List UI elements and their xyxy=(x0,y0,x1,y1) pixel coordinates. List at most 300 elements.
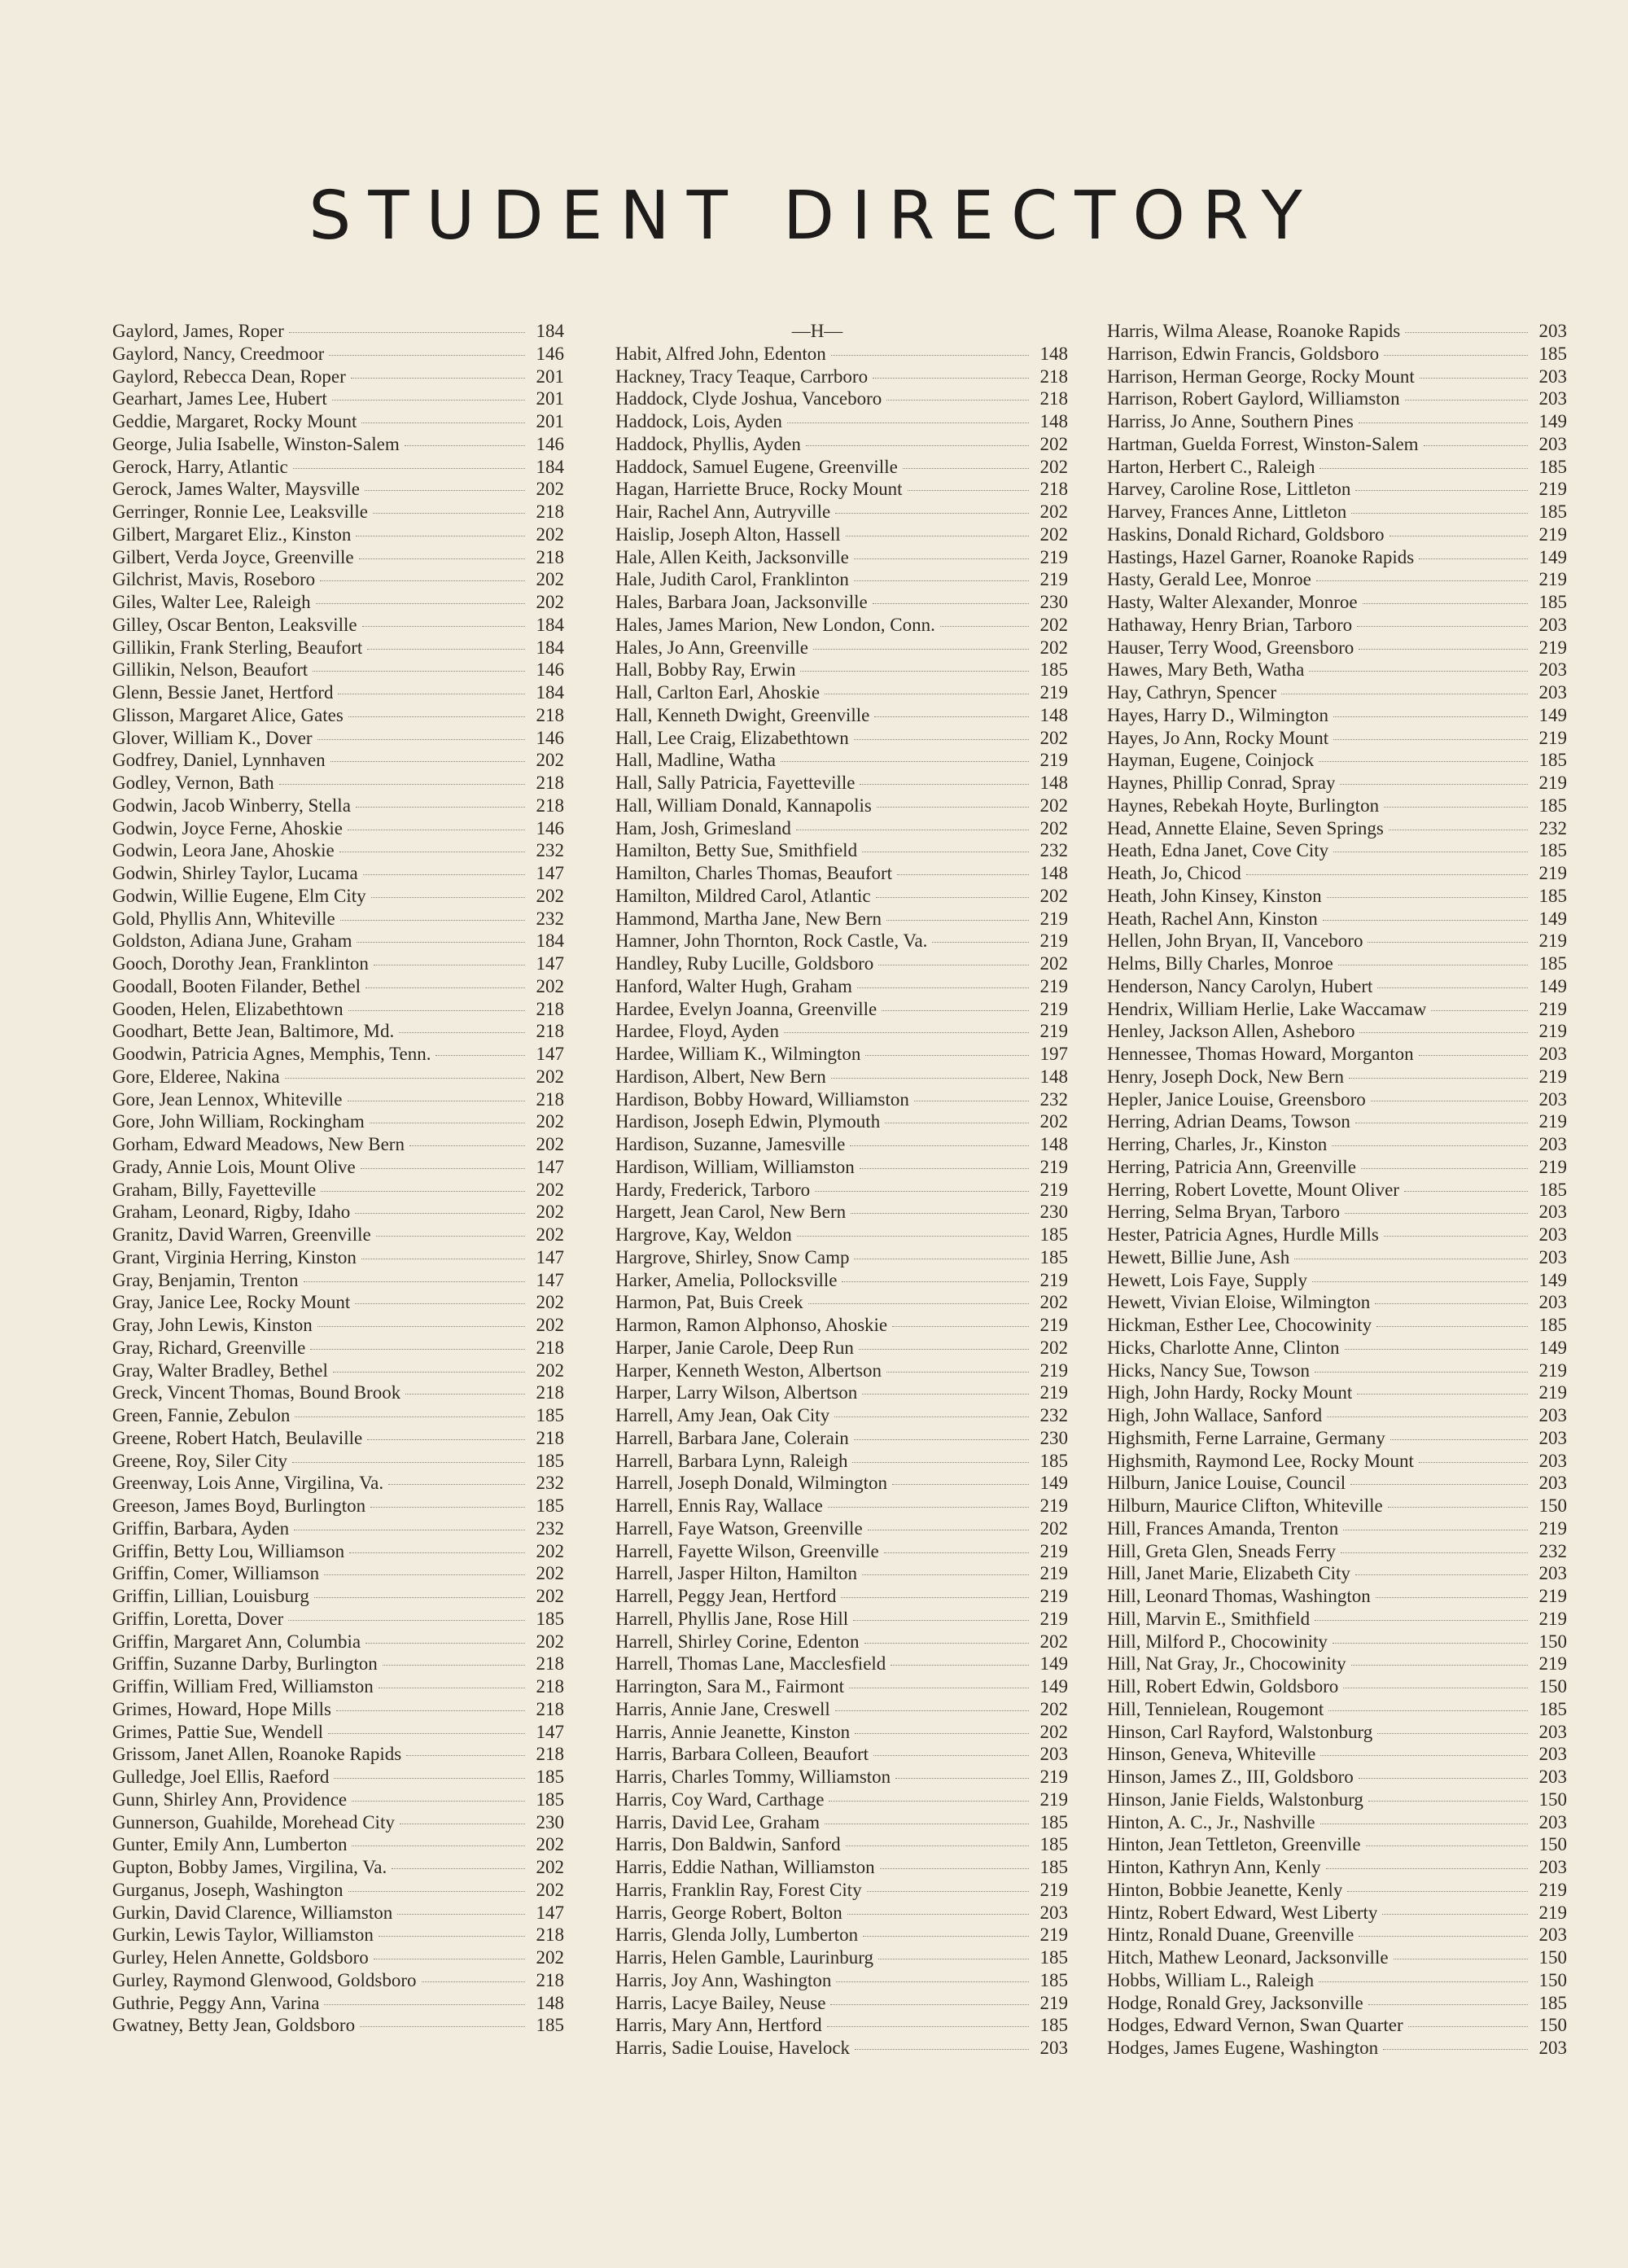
entry-page-number: 203 xyxy=(1538,433,1567,454)
directory-entry xyxy=(615,1246,1068,1269)
directory-entry xyxy=(615,1698,1068,1721)
entry-name: Harrell, Peggy Jean, Hertford xyxy=(615,1586,837,1606)
dot-leader xyxy=(348,1010,525,1011)
directory-entry xyxy=(615,908,1068,930)
directory-entry xyxy=(615,704,1068,727)
entry-name: Hinson, James Z., III, Goldsboro xyxy=(1107,1767,1354,1787)
dot-leader xyxy=(850,1145,1029,1146)
entry-name: Heath, Jo, Chicod xyxy=(1107,863,1241,883)
dot-leader xyxy=(292,1462,525,1463)
directory-entry xyxy=(1107,1969,1567,1992)
dot-leader xyxy=(1326,1868,1528,1869)
directory-entry xyxy=(112,1856,564,1879)
entry-name: Gilbert, Margaret Eliz., Kinston xyxy=(112,523,352,545)
directory-entry xyxy=(112,1314,564,1337)
directory-entry xyxy=(1107,704,1567,727)
entry-name: Gerringer, Ronnie Lee, Leaksville xyxy=(112,501,368,522)
entry-name: Hill, Milford P., Chocowinity xyxy=(1107,1631,1328,1652)
dot-leader xyxy=(860,1168,1029,1169)
entry-page-number: 202 xyxy=(1039,817,1068,838)
entry-name: Hastings, Hazel Garner, Roanoke Rapids xyxy=(1107,546,1415,567)
entry-page-number: 219 xyxy=(1039,682,1068,703)
entry-name: Glenn, Bessie Janet, Hertford xyxy=(112,682,334,703)
entry-name: Harris, George Robert, Bolton xyxy=(615,1902,842,1923)
directory-entry xyxy=(112,1743,564,1766)
entry-page-number: 149 xyxy=(1039,1676,1068,1697)
entry-page-number: 202 xyxy=(536,1947,564,1968)
directory-entry xyxy=(112,523,564,546)
entry-page-number: 185 xyxy=(536,1405,564,1425)
entry-name: Grimes, Pattie Sue, Wendell xyxy=(112,1721,323,1742)
entry-name: Harrison, Edwin Francis, Goldsboro xyxy=(1107,343,1380,364)
entry-page-number: 202 xyxy=(536,1134,564,1154)
entry-name: Griffin, Barbara, Ayden xyxy=(112,1517,290,1539)
dot-leader xyxy=(828,1507,1029,1508)
entry-page-number: 149 xyxy=(1538,546,1567,567)
entry-name: Griffin, Lillian, Louisburg xyxy=(112,1586,309,1606)
entry-name: Herring, Robert Lovette, Mount Oliver xyxy=(1107,1179,1399,1200)
entry-page-number: 219 xyxy=(1039,750,1068,771)
entry-name: Hammond, Martha Jane, New Bern xyxy=(615,908,882,929)
entry-page-number: 202 xyxy=(1039,953,1068,974)
entry-page-number: 185 xyxy=(536,1608,564,1629)
entry-page-number: 202 xyxy=(536,1834,564,1855)
dot-leader xyxy=(1319,1981,1528,1982)
directory-entry xyxy=(1107,839,1567,862)
directory-entry xyxy=(1107,1246,1567,1269)
directory-entry xyxy=(112,930,564,952)
entry-name: Gaylord, Nancy, Creedmoor xyxy=(112,343,325,364)
entry-page-number: 148 xyxy=(1039,1066,1068,1087)
entry-page-number: 146 xyxy=(536,343,564,364)
directory-entry xyxy=(1107,568,1567,591)
entry-name: Herring, Patricia Ann, Greenville xyxy=(1107,1156,1356,1177)
entry-page-number: 185 xyxy=(536,1450,564,1471)
entry-page-number: 218 xyxy=(536,795,564,816)
entry-page-number: 219 xyxy=(1039,1789,1068,1810)
dot-leader xyxy=(1384,807,1528,808)
directory-entry xyxy=(1107,1743,1567,1766)
directory-entry xyxy=(615,817,1068,840)
dot-leader xyxy=(1351,513,1528,514)
entry-page-number: 202 xyxy=(1039,433,1068,454)
entry-page-number: 219 xyxy=(1039,1608,1068,1629)
entry-name: Grissom, Janet Allen, Roanoke Rapids xyxy=(112,1744,402,1765)
entry-page-number: 203 xyxy=(1538,1292,1567,1313)
directory-entry xyxy=(615,366,1068,388)
entry-page-number: 232 xyxy=(1039,1405,1068,1425)
entry-name: Hardison, Albert, New Bern xyxy=(615,1066,826,1087)
dot-leader xyxy=(835,513,1029,514)
directory-entry xyxy=(112,1517,564,1540)
dot-leader xyxy=(829,1801,1029,1802)
dot-leader xyxy=(334,1778,525,1779)
directory-entry xyxy=(615,1314,1068,1337)
entry-page-number: 150 xyxy=(1538,2015,1567,2036)
dot-leader xyxy=(874,716,1029,717)
entry-page-number: 202 xyxy=(1039,1292,1068,1313)
entry-page-number: 218 xyxy=(536,1744,564,1765)
entry-page-number: 219 xyxy=(1039,998,1068,1019)
directory-entry xyxy=(112,1179,564,1202)
entry-name: Hale, Judith Carol, Franklinton xyxy=(615,569,849,590)
entry-name: Hester, Patricia Agnes, Hurdle Mills xyxy=(1107,1224,1379,1245)
directory-entry xyxy=(615,1969,1068,1992)
entry-page-number: 203 xyxy=(1538,388,1567,409)
entry-name: Hardee, William K., Wilmington xyxy=(615,1044,861,1064)
directory-column-1 xyxy=(112,320,564,2037)
dot-leader xyxy=(317,1326,525,1327)
entry-name: Heath, Edna Janet, Cove City xyxy=(1107,840,1329,861)
dot-leader xyxy=(1419,558,1528,559)
entry-page-number: 185 xyxy=(1538,1179,1567,1200)
directory-entry xyxy=(1107,1404,1567,1427)
dot-leader xyxy=(862,1394,1029,1395)
entry-page-number: 185 xyxy=(1538,501,1567,522)
entry-name: Haislip, Joseph Alton, Hassell xyxy=(615,523,841,545)
entry-name: Greenway, Lois Anne, Virgilina, Va. xyxy=(112,1473,384,1494)
directory-entry xyxy=(112,1495,564,1517)
directory-entry xyxy=(112,681,564,704)
entry-page-number: 150 xyxy=(1538,1947,1567,1968)
entry-page-number: 185 xyxy=(1039,1947,1068,1968)
dot-leader xyxy=(1390,1439,1528,1440)
entry-name: Griffin, William Fred, Williamston xyxy=(112,1676,374,1697)
dot-leader xyxy=(357,942,525,943)
dot-leader xyxy=(1420,378,1528,379)
directory-entry xyxy=(1107,1269,1567,1292)
dot-leader xyxy=(329,355,525,356)
dot-leader xyxy=(830,2004,1029,2005)
dot-leader xyxy=(1375,1303,1528,1304)
entry-page-number: 219 xyxy=(1538,1066,1567,1087)
entry-name: Hicks, Charlotte Anne, Clinton xyxy=(1107,1337,1340,1358)
entry-page-number: 202 xyxy=(536,569,564,590)
directory-entry xyxy=(1107,1450,1567,1473)
entry-name: Glisson, Margaret Alice, Gates xyxy=(112,704,344,725)
entry-page-number: 218 xyxy=(536,998,564,1019)
entry-page-number: 147 xyxy=(536,1044,564,1064)
entry-name: Harrell, Barbara Lynn, Raleigh xyxy=(615,1450,848,1471)
directory-entry xyxy=(112,1608,564,1631)
entry-name: Hall, Lee Craig, Elizabethtown xyxy=(615,727,849,748)
entry-page-number: 218 xyxy=(536,1924,564,1946)
entry-name: Graham, Billy, Fayetteville xyxy=(112,1179,317,1200)
directory-entry xyxy=(112,1043,564,1066)
entry-page-number: 203 xyxy=(1538,682,1567,703)
directory-entry xyxy=(615,1856,1068,1879)
entry-page-number: 203 xyxy=(1538,1088,1567,1110)
entry-name: Hickman, Esther Lee, Chocowinity xyxy=(1107,1315,1372,1335)
entry-name: Greck, Vincent Thomas, Bound Brook xyxy=(112,1382,401,1403)
directory-entry xyxy=(1107,1427,1567,1450)
entry-page-number: 203 xyxy=(1538,1811,1567,1832)
dot-leader xyxy=(1376,1326,1528,1327)
directory-entry xyxy=(615,839,1068,862)
entry-page-number: 219 xyxy=(1538,1359,1567,1381)
entry-page-number: 202 xyxy=(536,1111,564,1132)
dot-leader xyxy=(1388,1507,1528,1508)
dot-leader xyxy=(332,400,525,401)
directory-entry xyxy=(1107,1631,1567,1653)
entry-name: Hinton, Kathryn Ann, Kenly xyxy=(1107,1857,1321,1877)
entry-name: Hellen, John Bryan, II, Vanceboro xyxy=(1107,930,1363,952)
entry-page-number: 230 xyxy=(536,1811,564,1832)
dot-leader xyxy=(1405,400,1528,401)
directory-entry xyxy=(1107,320,1567,343)
entry-page-number: 202 xyxy=(536,479,564,500)
entry-page-number: 185 xyxy=(1538,1992,1567,2013)
directory-entry xyxy=(615,681,1068,704)
dot-leader xyxy=(932,942,1029,943)
dot-leader xyxy=(320,580,525,581)
dot-leader xyxy=(873,378,1029,379)
entry-page-number: 185 xyxy=(536,1495,564,1516)
entry-page-number: 184 xyxy=(536,456,564,477)
entry-name: Hewett, Lois Faye, Supply xyxy=(1107,1269,1307,1290)
entry-name: Hill, Greta Glen, Sneads Ferry xyxy=(1107,1540,1337,1561)
entry-page-number: 149 xyxy=(1039,1473,1068,1494)
dot-leader xyxy=(867,1891,1029,1892)
dot-leader xyxy=(1359,649,1528,650)
dot-leader xyxy=(831,355,1029,356)
dot-leader xyxy=(1349,1078,1528,1079)
directory-entry xyxy=(1107,1088,1567,1111)
entry-page-number: 185 xyxy=(1538,1315,1567,1335)
directory-entry xyxy=(615,1472,1068,1495)
entry-page-number: 148 xyxy=(1039,411,1068,431)
entry-page-number: 202 xyxy=(536,1179,564,1200)
entry-page-number: 202 xyxy=(536,975,564,996)
directory-entry xyxy=(112,1450,564,1473)
entry-page-number: 219 xyxy=(1039,569,1068,590)
directory-entry xyxy=(615,885,1068,908)
dot-leader xyxy=(361,1168,525,1169)
directory-entry xyxy=(615,1201,1068,1224)
entry-page-number: 203 xyxy=(1538,614,1567,635)
entry-page-number: 197 xyxy=(1039,1044,1068,1064)
entry-page-number: 202 xyxy=(1039,795,1068,816)
directory-entry xyxy=(1107,952,1567,975)
dot-leader xyxy=(892,1484,1029,1485)
entry-page-number: 202 xyxy=(1039,637,1068,658)
dot-leader xyxy=(1333,739,1528,740)
dot-leader xyxy=(295,1416,525,1417)
dot-leader xyxy=(1431,1010,1528,1011)
entry-page-number: 219 xyxy=(1039,1179,1068,1200)
directory-entry xyxy=(112,456,564,479)
entry-page-number: 202 xyxy=(1039,1337,1068,1358)
entry-name: Harper, Janie Carole, Deep Run xyxy=(615,1337,854,1358)
dot-leader xyxy=(388,1484,525,1485)
entry-page-number: 185 xyxy=(1039,2015,1068,2036)
directory-entry xyxy=(112,1088,564,1111)
directory-entry xyxy=(1107,1020,1567,1043)
entry-page-number: 146 xyxy=(536,659,564,681)
entry-page-number: 202 xyxy=(536,1202,564,1223)
directory-entry xyxy=(615,1337,1068,1359)
entry-name: Harrell, Barbara Jane, Colerain xyxy=(615,1427,849,1448)
directory-entry xyxy=(615,1179,1068,1202)
dot-leader xyxy=(863,1936,1029,1937)
entry-page-number: 148 xyxy=(1039,704,1068,725)
directory-entry xyxy=(615,975,1068,998)
entry-name: Griffin, Betty Lou, Williamson xyxy=(112,1540,345,1561)
entry-name: Haskins, Donald Richard, Goldsboro xyxy=(1107,523,1385,545)
entry-name: Hay, Cathryn, Spencer xyxy=(1107,682,1276,703)
entry-name: Harrell, Faye Watson, Greenville xyxy=(615,1517,863,1539)
entry-page-number: 148 xyxy=(1039,343,1068,364)
dot-leader xyxy=(365,987,525,988)
entry-name: Gore, John William, Rockingham xyxy=(112,1111,365,1132)
directory-entry xyxy=(112,501,564,523)
directory-entry xyxy=(1107,930,1567,952)
entry-page-number: 219 xyxy=(1538,773,1567,793)
dot-leader xyxy=(310,1349,525,1350)
entry-name: Gooden, Helen, Elizabethtown xyxy=(112,998,344,1019)
dot-leader xyxy=(405,1394,525,1395)
entry-name: Harris, Annie Jane, Creswell xyxy=(615,1698,830,1719)
directory-entry xyxy=(112,366,564,388)
dot-leader xyxy=(800,671,1029,672)
entry-page-number: 150 xyxy=(1538,1969,1567,1990)
entry-name: Hardison, Bobby Howard, Williamston xyxy=(615,1088,909,1110)
directory-entry xyxy=(615,772,1068,795)
entry-page-number: 202 xyxy=(1039,1631,1068,1652)
directory-entry xyxy=(615,1743,1068,1766)
directory-entry xyxy=(112,1811,564,1834)
directory-entry xyxy=(615,1585,1068,1608)
entry-page-number: 202 xyxy=(536,1540,564,1561)
dot-leader xyxy=(1319,468,1528,469)
entry-page-number: 218 xyxy=(536,1653,564,1675)
directory-entry xyxy=(112,1924,564,1946)
directory-entry xyxy=(615,1450,1068,1473)
entry-name: Hill, Robert Edwin, Goldsboro xyxy=(1107,1676,1339,1697)
dot-leader xyxy=(1408,2026,1528,2027)
directory-entry xyxy=(615,727,1068,750)
directory-entry xyxy=(112,1969,564,1992)
entry-name: Hartman, Guelda Forrest, Winston-Salem xyxy=(1107,433,1419,454)
directory-entry xyxy=(615,1879,1068,1902)
directory-entry xyxy=(1107,614,1567,637)
entry-name: Harris, Mary Ann, Hertford xyxy=(615,2015,822,2036)
entry-page-number: 201 xyxy=(536,366,564,387)
directory-entry xyxy=(1107,387,1567,410)
directory-entry xyxy=(615,998,1068,1021)
directory-entry xyxy=(1107,1043,1567,1066)
dot-leader xyxy=(349,1552,525,1553)
entry-page-number: 230 xyxy=(1039,1202,1068,1223)
directory-entry xyxy=(615,659,1068,681)
entry-page-number: 202 xyxy=(536,1879,564,1900)
entry-page-number: 185 xyxy=(536,1789,564,1810)
dot-leader xyxy=(1332,1145,1528,1146)
dot-leader xyxy=(873,1755,1029,1756)
entry-name: Gurley, Raymond Glenwood, Goldsboro xyxy=(112,1969,417,1990)
dot-leader xyxy=(355,1213,525,1214)
entry-page-number: 218 xyxy=(536,1969,564,1990)
directory-entry xyxy=(112,1404,564,1427)
entry-name: Harris, Franklin Ray, Forest City xyxy=(615,1879,862,1900)
directory-entry xyxy=(112,1201,564,1224)
directory-entry xyxy=(1107,1066,1567,1088)
entry-name: Harker, Amelia, Pollocksville xyxy=(615,1269,838,1290)
directory-entry xyxy=(1107,366,1567,388)
directory-entry xyxy=(112,1156,564,1179)
entry-name: Hamner, John Thornton, Rock Castle, Va. xyxy=(615,930,928,952)
dot-leader xyxy=(351,378,525,379)
dot-leader xyxy=(815,1191,1029,1192)
directory-entry xyxy=(112,862,564,885)
directory-entry xyxy=(1107,1156,1567,1179)
directory-entry xyxy=(1107,1562,1567,1585)
directory-entry xyxy=(1107,546,1567,569)
entry-page-number: 185 xyxy=(1538,456,1567,477)
dot-leader xyxy=(409,1145,525,1146)
entry-page-number: 150 xyxy=(1538,1676,1567,1697)
entry-name: Harrison, Robert Gaylord, Williamston xyxy=(1107,388,1400,409)
entry-page-number: 203 xyxy=(1538,366,1567,387)
entry-name: Hintz, Robert Edward, West Liberty xyxy=(1107,1902,1378,1923)
directory-entry xyxy=(1107,1766,1567,1789)
entry-page-number: 184 xyxy=(536,930,564,952)
entry-name: Henry, Joseph Dock, New Bern xyxy=(1107,1066,1345,1087)
entry-page-number: 219 xyxy=(1039,1359,1068,1381)
dot-leader xyxy=(289,332,525,333)
dot-leader xyxy=(865,1055,1029,1056)
directory-entry xyxy=(615,1088,1068,1111)
entry-page-number: 219 xyxy=(1039,1156,1068,1177)
entry-name: Goldston, Adiana June, Graham xyxy=(112,930,352,952)
dot-leader xyxy=(1312,1281,1528,1282)
directory-entry xyxy=(615,501,1068,523)
directory-entry xyxy=(1107,1811,1567,1834)
directory-entry xyxy=(615,1902,1068,1924)
entry-name: Haddock, Phyllis, Ayden xyxy=(615,433,801,454)
dot-leader xyxy=(781,761,1029,762)
directory-entry xyxy=(1107,659,1567,681)
directory-entry xyxy=(615,1946,1068,1969)
entry-name: Harrington, Sara M., Fairmont xyxy=(615,1676,845,1697)
entry-page-number: 219 xyxy=(1039,930,1068,952)
entry-page-number: 219 xyxy=(1538,1653,1567,1675)
directory-entry xyxy=(615,1540,1068,1563)
entry-page-number: 218 xyxy=(1039,479,1068,500)
entry-page-number: 148 xyxy=(1039,1134,1068,1154)
directory-entry xyxy=(112,410,564,433)
directory-entry xyxy=(112,839,564,862)
entry-name: Hardy, Frederick, Tarboro xyxy=(615,1179,811,1200)
entry-name: Herring, Charles, Jr., Kinston xyxy=(1107,1134,1328,1154)
entry-page-number: 219 xyxy=(1039,1382,1068,1403)
directory-entry xyxy=(112,1110,564,1133)
dot-leader xyxy=(406,1755,525,1756)
entry-page-number: 149 xyxy=(1538,975,1567,996)
entry-name: Gulledge, Joel Ellis, Raeford xyxy=(112,1767,330,1787)
entry-name: Hodge, Ronald Grey, Jacksonville xyxy=(1107,1992,1363,2013)
entry-page-number: 219 xyxy=(1039,975,1068,996)
dot-leader xyxy=(317,739,525,740)
directory-entry xyxy=(112,1833,564,1856)
dot-leader xyxy=(855,2049,1029,2050)
entry-name: Hill, Tennielean, Rougemont xyxy=(1107,1698,1324,1719)
directory-entry xyxy=(615,1381,1068,1404)
entry-name: Grady, Annie Lois, Mount Olive xyxy=(112,1156,356,1177)
directory-entry xyxy=(112,1066,564,1088)
entry-page-number: 185 xyxy=(1039,1224,1068,1245)
entry-page-number: 185 xyxy=(536,1767,564,1787)
